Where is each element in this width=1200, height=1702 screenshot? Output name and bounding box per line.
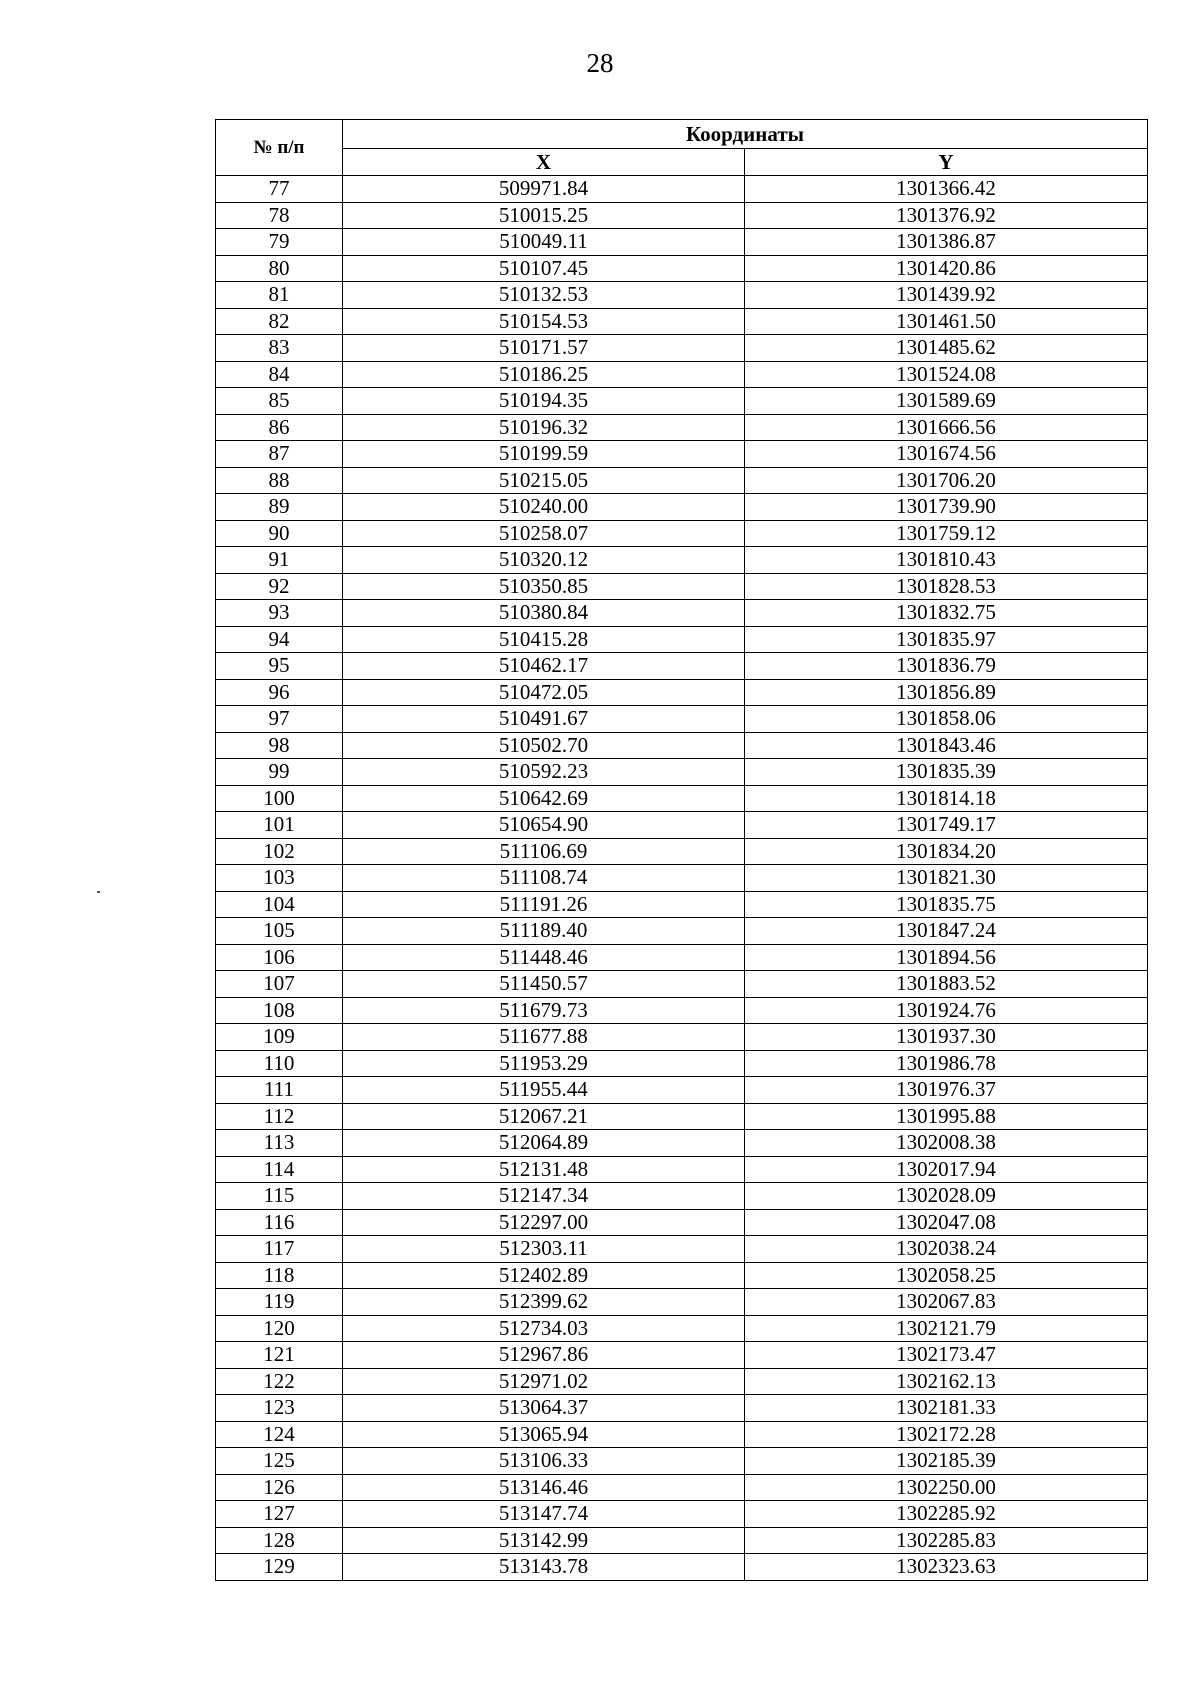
cell-number: 101 xyxy=(216,812,343,839)
table-row xyxy=(216,441,1148,468)
table-row xyxy=(216,626,1148,653)
cell-x: 512399.62 xyxy=(343,1289,745,1316)
cell-number: 109 xyxy=(216,1024,343,1051)
cell-x: 511189.40 xyxy=(343,918,745,945)
cell-y: 1302038.24 xyxy=(745,1236,1148,1263)
table-row xyxy=(216,1289,1148,1316)
table-row xyxy=(216,1315,1148,1342)
cell-number: 121 xyxy=(216,1342,343,1369)
cell-x: 513065.94 xyxy=(343,1421,745,1448)
table-row xyxy=(216,547,1148,574)
table-row xyxy=(216,1024,1148,1051)
table-body xyxy=(216,176,1148,1581)
cell-y: 1302285.92 xyxy=(745,1501,1148,1528)
cell-number: 90 xyxy=(216,520,343,547)
table-header xyxy=(216,120,1148,176)
cell-y: 1302172.28 xyxy=(745,1421,1148,1448)
cell-x: 512303.11 xyxy=(343,1236,745,1263)
cell-x: 510415.28 xyxy=(343,626,745,653)
cell-y: 1301749.17 xyxy=(745,812,1148,839)
cell-y: 1301894.56 xyxy=(745,944,1148,971)
cell-x: 510491.67 xyxy=(343,706,745,733)
table-row xyxy=(216,653,1148,680)
table-row xyxy=(216,838,1148,865)
cell-y: 1301834.20 xyxy=(745,838,1148,865)
cell-number: 107 xyxy=(216,971,343,998)
cell-y: 1301485.62 xyxy=(745,335,1148,362)
table-row xyxy=(216,1501,1148,1528)
cell-y: 1301976.37 xyxy=(745,1077,1148,1104)
cell-y: 1301439.92 xyxy=(745,282,1148,309)
table-row xyxy=(216,971,1148,998)
cell-y: 1301666.56 xyxy=(745,414,1148,441)
table-row xyxy=(216,573,1148,600)
table-row xyxy=(216,308,1148,335)
cell-y: 1301814.18 xyxy=(745,785,1148,812)
cell-x: 511953.29 xyxy=(343,1050,745,1077)
table-row xyxy=(216,1050,1148,1077)
cell-x: 510107.45 xyxy=(343,255,745,282)
table-row xyxy=(216,865,1148,892)
cell-y: 1301883.52 xyxy=(745,971,1148,998)
table-row xyxy=(216,467,1148,494)
table-row xyxy=(216,1183,1148,1210)
cell-y: 1301589.69 xyxy=(745,388,1148,415)
cell-y: 1301376.92 xyxy=(745,202,1148,229)
cell-x: 509971.84 xyxy=(343,176,745,203)
table-row xyxy=(216,229,1148,256)
cell-y: 1301924.76 xyxy=(745,997,1148,1024)
cell-number: 104 xyxy=(216,891,343,918)
cell-y: 1302008.38 xyxy=(745,1130,1148,1157)
cell-number: 108 xyxy=(216,997,343,1024)
cell-number: 87 xyxy=(216,441,343,468)
cell-x: 513106.33 xyxy=(343,1448,745,1475)
cell-x: 510258.07 xyxy=(343,520,745,547)
cell-x: 510320.12 xyxy=(343,547,745,574)
table-row xyxy=(216,1262,1148,1289)
cell-number: 83 xyxy=(216,335,343,362)
cell-x: 512131.48 xyxy=(343,1156,745,1183)
cell-number: 97 xyxy=(216,706,343,733)
cell-number: 106 xyxy=(216,944,343,971)
cell-number: 84 xyxy=(216,361,343,388)
cell-y: 1301937.30 xyxy=(745,1024,1148,1051)
header-row-number: № п/п xyxy=(216,120,343,176)
table-row xyxy=(216,891,1148,918)
cell-number: 128 xyxy=(216,1527,343,1554)
table-row xyxy=(216,176,1148,203)
cell-x: 512967.86 xyxy=(343,1342,745,1369)
table-row xyxy=(216,1527,1148,1554)
cell-y: 1302250.00 xyxy=(745,1474,1148,1501)
table-row xyxy=(216,1077,1148,1104)
cell-x: 510502.70 xyxy=(343,732,745,759)
cell-number: 122 xyxy=(216,1368,343,1395)
cell-y: 1301843.46 xyxy=(745,732,1148,759)
page-number: 28 xyxy=(586,48,614,78)
cell-number: 105 xyxy=(216,918,343,945)
cell-y: 1301828.53 xyxy=(745,573,1148,600)
cell-x: 512067.21 xyxy=(343,1103,745,1130)
cell-number: 80 xyxy=(216,255,343,282)
cell-number: 82 xyxy=(216,308,343,335)
cell-y: 1301706.20 xyxy=(745,467,1148,494)
table-row xyxy=(216,679,1148,706)
cell-number: 78 xyxy=(216,202,343,229)
table-row xyxy=(216,282,1148,309)
cell-x: 510154.53 xyxy=(343,308,745,335)
cell-y: 1301386.87 xyxy=(745,229,1148,256)
cell-number: 123 xyxy=(216,1395,343,1422)
table-row xyxy=(216,706,1148,733)
table-row xyxy=(216,494,1148,521)
cell-number: 111 xyxy=(216,1077,343,1104)
table-row xyxy=(216,812,1148,839)
table-row xyxy=(216,997,1148,1024)
cell-y: 1302185.39 xyxy=(745,1448,1148,1475)
cell-y: 1301847.24 xyxy=(745,918,1148,945)
coordinates-table xyxy=(215,119,1148,1581)
cell-y: 1302028.09 xyxy=(745,1183,1148,1210)
cell-number: 77 xyxy=(216,176,343,203)
cell-number: 86 xyxy=(216,414,343,441)
cell-y: 1301524.08 xyxy=(745,361,1148,388)
cell-y: 1301759.12 xyxy=(745,520,1148,547)
cell-y: 1301835.39 xyxy=(745,759,1148,786)
cell-y: 1301832.75 xyxy=(745,600,1148,627)
table-row xyxy=(216,1342,1148,1369)
header-y: Y xyxy=(745,149,1148,176)
cell-number: 98 xyxy=(216,732,343,759)
cell-number: 81 xyxy=(216,282,343,309)
scan-speck xyxy=(97,891,100,893)
cell-y: 1302058.25 xyxy=(745,1262,1148,1289)
cell-number: 88 xyxy=(216,467,343,494)
table-row xyxy=(216,785,1148,812)
table-row xyxy=(216,600,1148,627)
table-row xyxy=(216,361,1148,388)
table-row xyxy=(216,1554,1148,1581)
cell-x: 510049.11 xyxy=(343,229,745,256)
table-row xyxy=(216,1395,1148,1422)
cell-y: 1301461.50 xyxy=(745,308,1148,335)
cell-number: 92 xyxy=(216,573,343,600)
cell-number: 91 xyxy=(216,547,343,574)
cell-x: 511108.74 xyxy=(343,865,745,892)
cell-y: 1302047.08 xyxy=(745,1209,1148,1236)
cell-x: 513147.74 xyxy=(343,1501,745,1528)
table-row xyxy=(216,1103,1148,1130)
cell-number: 95 xyxy=(216,653,343,680)
cell-number: 93 xyxy=(216,600,343,627)
table-row xyxy=(216,255,1148,282)
cell-x: 510592.23 xyxy=(343,759,745,786)
cell-y: 1301821.30 xyxy=(745,865,1148,892)
cell-y: 1302162.13 xyxy=(745,1368,1148,1395)
cell-x: 513064.37 xyxy=(343,1395,745,1422)
cell-x: 512971.02 xyxy=(343,1368,745,1395)
cell-y: 1301995.88 xyxy=(745,1103,1148,1130)
cell-x: 510132.53 xyxy=(343,282,745,309)
cell-number: 100 xyxy=(216,785,343,812)
table-row xyxy=(216,1474,1148,1501)
cell-y: 1301835.75 xyxy=(745,891,1148,918)
cell-x: 513146.46 xyxy=(343,1474,745,1501)
cell-number: 110 xyxy=(216,1050,343,1077)
cell-x: 513143.78 xyxy=(343,1554,745,1581)
cell-x: 510186.25 xyxy=(343,361,745,388)
cell-y: 1301835.97 xyxy=(745,626,1148,653)
table-row xyxy=(216,759,1148,786)
cell-x: 512734.03 xyxy=(343,1315,745,1342)
cell-x: 510196.32 xyxy=(343,414,745,441)
cell-number: 89 xyxy=(216,494,343,521)
cell-number: 120 xyxy=(216,1315,343,1342)
cell-x: 511106.69 xyxy=(343,838,745,865)
table-row xyxy=(216,388,1148,415)
cell-number: 127 xyxy=(216,1501,343,1528)
cell-x: 512147.34 xyxy=(343,1183,745,1210)
cell-number: 94 xyxy=(216,626,343,653)
cell-y: 1302181.33 xyxy=(745,1395,1148,1422)
table-row xyxy=(216,732,1148,759)
cell-y: 1301420.86 xyxy=(745,255,1148,282)
cell-number: 102 xyxy=(216,838,343,865)
cell-x: 510199.59 xyxy=(343,441,745,468)
cell-number: 103 xyxy=(216,865,343,892)
cell-number: 96 xyxy=(216,679,343,706)
cell-x: 510194.35 xyxy=(343,388,745,415)
cell-number: 119 xyxy=(216,1289,343,1316)
cell-x: 510015.25 xyxy=(343,202,745,229)
cell-x: 512064.89 xyxy=(343,1130,745,1157)
cell-y: 1301858.06 xyxy=(745,706,1148,733)
cell-y: 1301836.79 xyxy=(745,653,1148,680)
cell-number: 116 xyxy=(216,1209,343,1236)
cell-x: 510642.69 xyxy=(343,785,745,812)
cell-x: 512297.00 xyxy=(343,1209,745,1236)
cell-y: 1302067.83 xyxy=(745,1289,1148,1316)
cell-number: 85 xyxy=(216,388,343,415)
table-row xyxy=(216,944,1148,971)
cell-x: 510350.85 xyxy=(343,573,745,600)
cell-x: 510380.84 xyxy=(343,600,745,627)
table-row xyxy=(216,1236,1148,1263)
cell-x: 511191.26 xyxy=(343,891,745,918)
cell-y: 1302173.47 xyxy=(745,1342,1148,1369)
cell-x: 511448.46 xyxy=(343,944,745,971)
table-row xyxy=(216,1209,1148,1236)
table-row xyxy=(216,1448,1148,1475)
table-row xyxy=(216,335,1148,362)
cell-number: 118 xyxy=(216,1262,343,1289)
cell-x: 510472.05 xyxy=(343,679,745,706)
cell-x: 510462.17 xyxy=(343,653,745,680)
cell-y: 1301986.78 xyxy=(745,1050,1148,1077)
cell-number: 115 xyxy=(216,1183,343,1210)
cell-y: 1301674.56 xyxy=(745,441,1148,468)
cell-y: 1301739.90 xyxy=(745,494,1148,521)
cell-x: 511679.73 xyxy=(343,997,745,1024)
cell-y: 1301810.43 xyxy=(745,547,1148,574)
cell-x: 510654.90 xyxy=(343,812,745,839)
cell-y: 1302121.79 xyxy=(745,1315,1148,1342)
cell-x: 511677.88 xyxy=(343,1024,745,1051)
cell-number: 99 xyxy=(216,759,343,786)
header-x: X xyxy=(343,149,745,176)
cell-x: 510215.05 xyxy=(343,467,745,494)
cell-y: 1301366.42 xyxy=(745,176,1148,203)
cell-number: 129 xyxy=(216,1554,343,1581)
cell-y: 1302323.63 xyxy=(745,1554,1148,1581)
cell-x: 511955.44 xyxy=(343,1077,745,1104)
table-row xyxy=(216,414,1148,441)
cell-x: 510240.00 xyxy=(343,494,745,521)
cell-number: 117 xyxy=(216,1236,343,1263)
table-row xyxy=(216,1156,1148,1183)
table-row xyxy=(216,1130,1148,1157)
table-row xyxy=(216,918,1148,945)
cell-y: 1301856.89 xyxy=(745,679,1148,706)
table-row xyxy=(216,520,1148,547)
table-row xyxy=(216,1421,1148,1448)
cell-x: 510171.57 xyxy=(343,335,745,362)
cell-x: 512402.89 xyxy=(343,1262,745,1289)
cell-number: 113 xyxy=(216,1130,343,1157)
header-coordinates: Координаты xyxy=(343,120,1148,149)
cell-number: 124 xyxy=(216,1421,343,1448)
cell-number: 79 xyxy=(216,229,343,256)
cell-x: 513142.99 xyxy=(343,1527,745,1554)
cell-number: 112 xyxy=(216,1103,343,1130)
table-row xyxy=(216,202,1148,229)
cell-number: 114 xyxy=(216,1156,343,1183)
cell-number: 126 xyxy=(216,1474,343,1501)
cell-y: 1302285.83 xyxy=(745,1527,1148,1554)
cell-number: 125 xyxy=(216,1448,343,1475)
cell-y: 1302017.94 xyxy=(745,1156,1148,1183)
cell-x: 511450.57 xyxy=(343,971,745,998)
table-row xyxy=(216,1368,1148,1395)
